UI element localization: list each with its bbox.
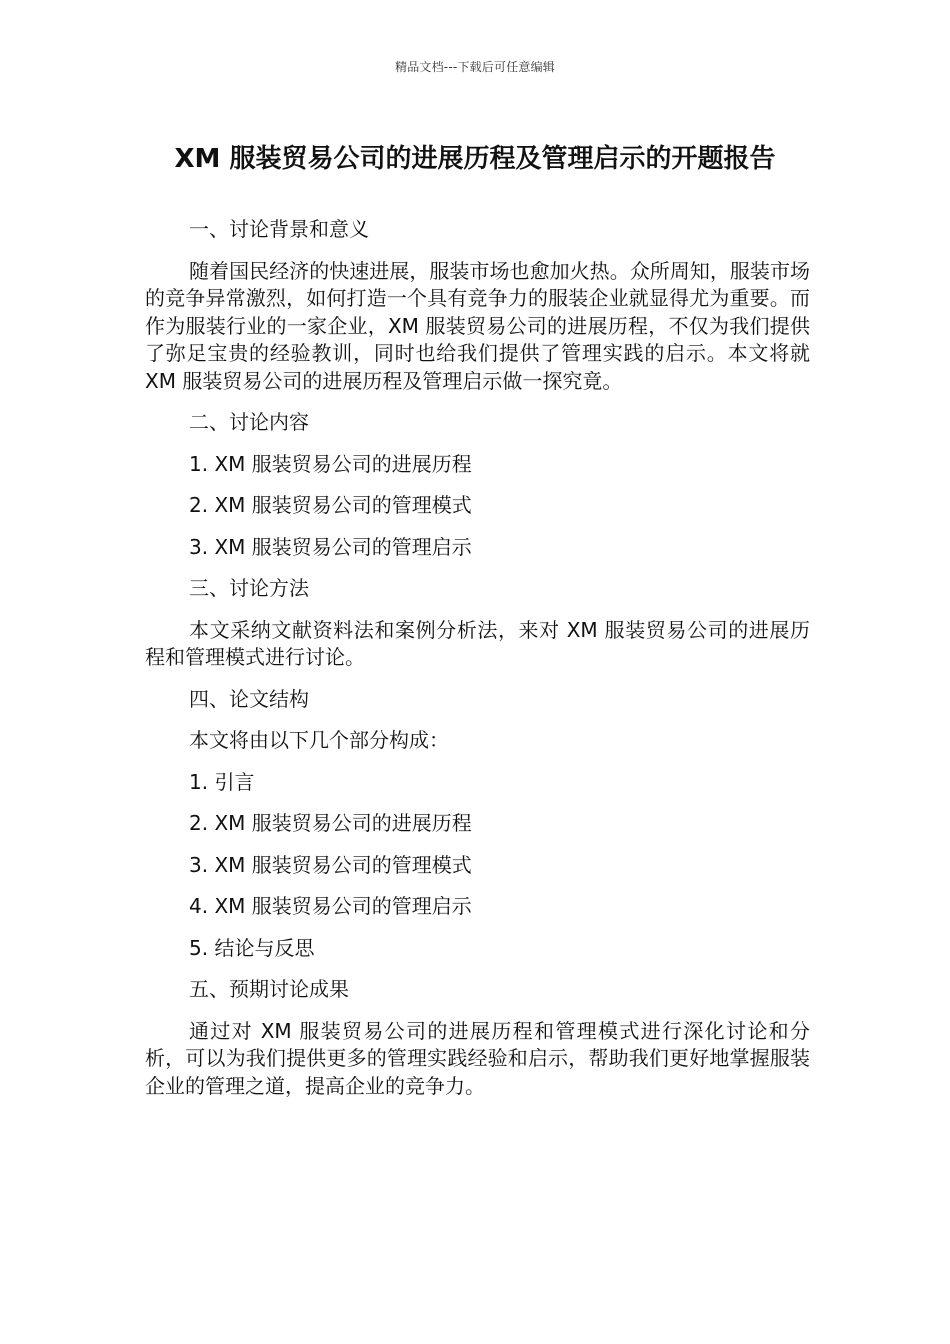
section-heading-outcomes: 五、预期讨论成果 bbox=[189, 977, 349, 1001]
section-heading-background: 一、讨论背景和意义 bbox=[189, 217, 369, 241]
page-header-note: 精品文档---下载后可任意编辑 bbox=[395, 60, 555, 74]
section-heading-content: 二、讨论内容 bbox=[189, 410, 309, 434]
document-title: XM 服装贸易公司的进展历程及管理启示的开题报告 bbox=[174, 144, 776, 174]
section-heading-structure: 四、论文结构 bbox=[189, 686, 309, 711]
paragraph-method: 本文采纳文献资料法和案例分析法，来对 XM 服装贸易公司的进展历程和管理模式进行讨论。 bbox=[145, 617, 810, 669]
paragraph-structure-intro: 本文将由以下几个部分构成： bbox=[189, 728, 449, 752]
list-item-structure-3: 3. XM 服装贸易公司的管理模式 bbox=[189, 852, 472, 877]
list-item-structure-5: 5. 结论与反思 bbox=[189, 935, 315, 960]
list-item-structure-2: 2. XM 服装贸易公司的进展历程 bbox=[189, 811, 472, 835]
document-body bbox=[145, 216, 810, 1114]
list-item-structure-1: 1. 引言 bbox=[189, 769, 255, 794]
list-item-content-1: 1. XM 服装贸易公司的进展历程 bbox=[189, 451, 472, 476]
paragraph-outcomes: 通过对 XM 服装贸易公司的进展历程和管理模式进行深化讨论和分析，可以为我们提供更多的管理实践经验和启示，帮助我们更好地掌握服装企业的管理之道，提高企业的竞争力。 bbox=[145, 1018, 810, 1098]
section-heading-method: 三、讨论方法 bbox=[189, 576, 309, 600]
list-item-structure-4: 4. XM 服装贸易公司的管理启示 bbox=[189, 894, 472, 918]
list-item-content-3: 3. XM 服装贸易公司的管理启示 bbox=[189, 534, 472, 559]
paragraph-background: 随着国民经济的快速进展，服装市场也愈加火热。众所周知，服装市场的竞争异常激烈，如何打造一个具有竞争力的服装企业就显得尤为重要。而作为服装行业的一家企业，XM 服装贸易公司的进展历程，不仅为我们提供了弥足宝贵的经验教训，同时也给我们提供了管理实践的启示。本文将就 XM 服装贸易公司的进展历程及管理启示做一探究竟。 bbox=[145, 258, 810, 393]
list-item-content-2: 2. XM 服装贸易公司的管理模式 bbox=[189, 493, 472, 517]
